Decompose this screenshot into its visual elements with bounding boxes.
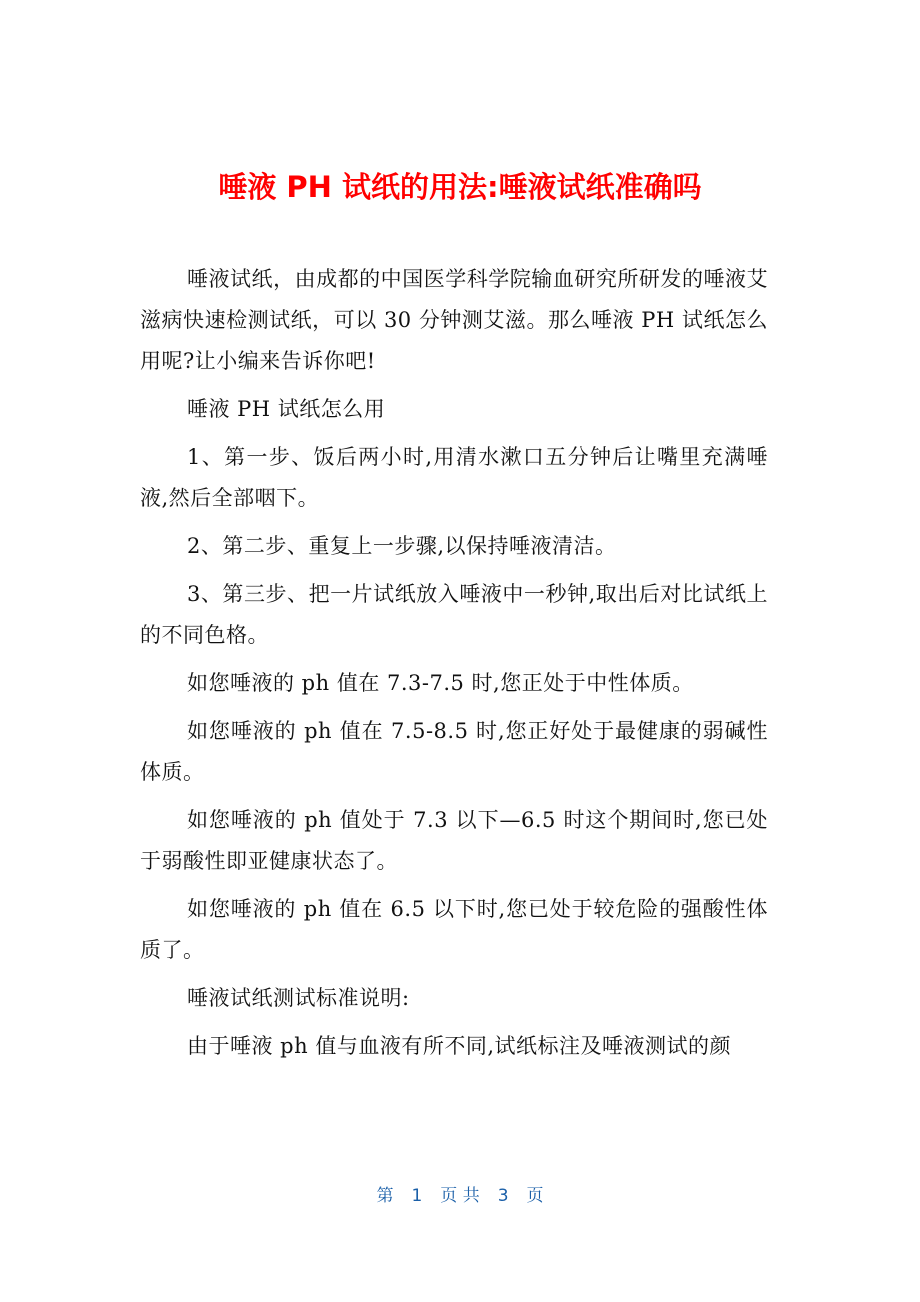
footer-total-pages: 3: [497, 1186, 509, 1206]
footer-current-page: 1: [411, 1186, 423, 1206]
paragraph-standard-description: 由于唾液 ph 值与血液有所不同,试纸标注及唾液测试的颜: [187, 1034, 731, 1058]
step-1-paragraph: 1、第一步、饭后两小时,用清水漱口五分钟后让嘴里充满唾液,然后全部咽下。: [140, 445, 768, 510]
paragraph-intro: 唾液试纸，由成都的中国医学科学院输血研究所研发的唾液艾滋病快速检测试纸，可以 30 分钟测艾滋。那么唾液 PH 试纸怎么用呢?让小编来告诉你吧!: [140, 267, 768, 373]
section-heading-standard: 唾液试纸测试标准说明:: [187, 986, 410, 1010]
step-2-paragraph: 2、第二步、重复上一步骤,以保持唾液清洁。: [187, 534, 617, 558]
ph-strong-acid-paragraph: 如您唾液的 ph 值在 6.5 以下时,您已处于较危险的强酸性体质了。: [140, 897, 768, 962]
section-heading-usage: 唾液 PH 试纸怎么用: [187, 397, 386, 421]
page-title: 唾液 PH 试纸的用法:唾液试纸准确吗: [218, 170, 702, 205]
ph-neutral-paragraph: 如您唾液的 ph 值在 7.3-7.5 时,您正处于中性体质。: [187, 671, 694, 695]
step-3-paragraph: 3、第三步、把一片试纸放入唾液中一秒钟,取出后对比试纸上的不同色格。: [140, 582, 768, 647]
page-footer: [0, 1184, 920, 1208]
ph-alkaline-paragraph: 如您唾液的 ph 值在 7.5-8.5 时,您正好处于最健康的弱碱性体质。: [140, 719, 768, 784]
document-body: [140, 259, 768, 1074]
footer-page-prefix: 第: [376, 1186, 394, 1206]
footer-page-suffix: 页: [526, 1186, 544, 1206]
footer-page-middle: 页 共: [440, 1186, 480, 1206]
ph-weak-acid-paragraph: 如您唾液的 ph 值处于 7.3 以下—6.5 时这个期间时,您已处于弱酸性即亚健康状态了。: [140, 808, 768, 873]
